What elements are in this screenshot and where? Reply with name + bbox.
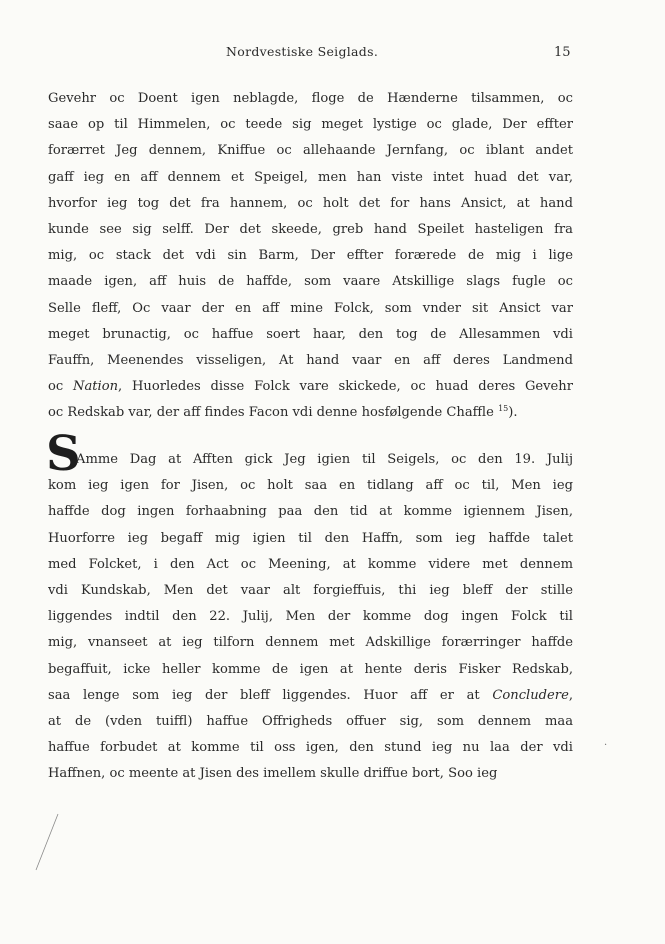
text-line: vdi Kundskab, Men det vaar alt forgieffuis, thi ieg bleff der stille [48,582,573,598]
running-title: Nordvestiske Seiglads. [226,44,379,59]
text-line: liggendes indtil den 22. Julij, Men der komme dog ingen Folck til [48,609,573,625]
text-line: Selle fleff, Oc vaar der en aff mine Folck, som vnder sit Ansict var [48,300,573,316]
text-line: at de (vden tuiffl) haffue Offrigheds offuer sig, som dennem maa [48,713,573,729]
italic-word: Concludere [492,687,569,703]
text-line-with-italic: saa lenge som ieg der bleff liggendes. Huor aff er at Concludere, [48,687,573,703]
page-number: 15 [554,45,571,60]
pencil-mark-icon [30,812,70,872]
drop-cap: S [46,426,81,482]
text-line: mig, vnanseet at ieg tilforn dennem met Adskillige forærringer haffde [48,635,573,651]
text-line: kom ieg igen for Jisen, oc holt saa en tidlang aff oc til, Men ieg [48,478,573,494]
text-line: meget brunactig, oc haffue soert haar, den tog de Allesammen vdi [48,326,573,342]
text-line: saae op til Himmelen, oc teede sig meget lystige oc glade, Der effter [48,117,573,133]
text-line: forærret Jeg dennem, Kniffue oc allehaande Jernfang, oc iblant andet [48,143,573,159]
paragraph-1 [48,86,573,426]
text-line: Fauffn, Meenendes visseligen, At hand vaar en aff deres Landmend [48,352,573,368]
text-line: mig, oc stack det vdi sin Barm, Der effter forærede de mig i lige [48,248,573,264]
text-line: begaffuit, icke heller komme de igen at hente deris Fisker Redskab, [48,661,573,677]
text-line: Gevehr oc Doent igen neblagde, floge de Hænderne tilsammen, oc [48,91,573,106]
text-line: haffde dog ingen forhaabning paa den tid at komme igiennem Jisen, [48,504,573,520]
footnote-ref: 15 [498,404,509,414]
margin-dot: · [604,740,608,751]
paragraph-2 [48,447,573,787]
text-line: kunde see sig selff. Der det skeede, greb hand Speilet hasteligen fra [48,221,573,237]
italic-word: Nation [73,379,119,395]
text-line-body: oc Redskab var, der aff findes Facon vdi denne hosfølgende Chaffle [48,405,494,421]
text-line: haffue forbudet at komme til oss igen, den stund ieg nu laa der vdi [48,740,573,756]
text-line: hvorfor ieg tog det fra hannem, oc holt det for hans Ansict, at hand [48,195,573,211]
text-line: med Folcket, i den Act oc Meening, at komme videre met dennem [48,556,573,572]
text-line-with-italic: oc Nation, Huorledes disse Folck vare skickede, oc huad deres Gevehr [48,379,573,395]
closing-punctuation: ). [508,405,518,421]
text-line: Haffnen, oc meente at Jisen des imellem skulle driffue bort, Soo ieg [48,766,498,782]
text-line: Huorforre ieg begaff mig igien til den Haffn, som ieg haffde talet [48,530,573,546]
text-line: maade igen, aff huis de haffde, som vaare Atskillige slags fugle oc [48,274,573,290]
text-line: gaff ieg en aff dennem et Speigel, men han viste intet huad det var, [48,169,573,185]
text-line-with-footnote [48,400,573,426]
text-line: Amme Dag at Afften gick Jeg igien til Seigels, oc den 19. Julij [76,452,573,467]
